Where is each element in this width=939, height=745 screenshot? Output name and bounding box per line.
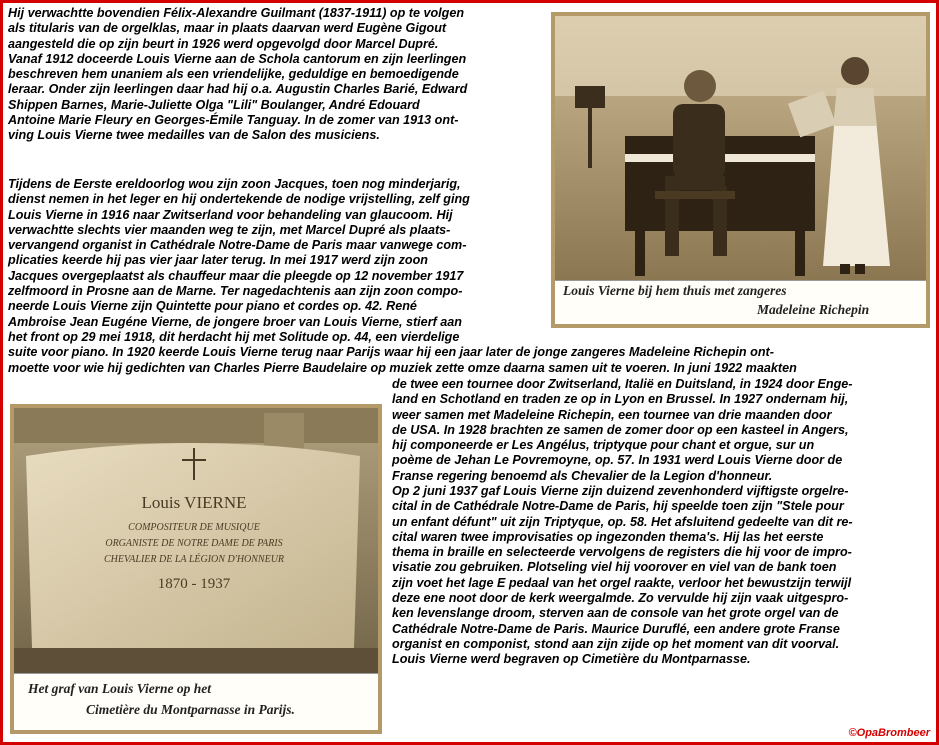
text-line: organist en componist, stond aan zijn zijde op het moment van dit voorval. [392, 636, 840, 651]
grave-image [14, 408, 378, 673]
text-line: Vanaf 1912 doceerde Louis Vierne aan de Schola cantorum en zijn leerlingen [8, 51, 467, 66]
text-line: vervangend organist in Cathédrale Notre-Dame de Paris maar vanwege com- [8, 238, 467, 253]
text-line: un enfant défunt" uit zijn Triptyque, op. 58. Het afsluitend gedeelte van dit re- [392, 514, 853, 529]
text-line: Jacques overgeplaatst als chauffeur maar die pleegde op 12 november 1917 [8, 268, 464, 283]
text-line: zijn voet het lage E pedaal van het orgel raakte, verloor het bewustzijn terwijl [392, 575, 852, 590]
photo-grave [10, 404, 382, 734]
caption-line-1: Het graf van Louis Vierne op het [28, 681, 212, 696]
text-line: moette voor wie hij gedichten van Charles Pierre Baudelaire op muziek zette omze daarna samen uit te voeren. In juni 1922 maakten [8, 360, 797, 375]
paragraph-3 [392, 377, 932, 484]
text-line: als titularis van de orgelklas, maar in plaats daarvan werd Eugène Gigout [8, 21, 447, 36]
photo-vierne-piano [551, 12, 930, 328]
photo-grave-caption [14, 673, 378, 730]
text-line: suite voor piano. In 1920 keerde Louis Vierne terug naar Parijs waar hij een jaar later de jonge zangeres Madeleine Richepin ont- [8, 345, 774, 360]
article-page [3, 3, 936, 742]
text-line: Op 2 juni 1937 gaf Louis Vierne zijn duizend zevenhonderd vijftigste orgelre- [392, 484, 849, 498]
caption-line-2: Madeleine Richepin [757, 302, 870, 317]
text-line: Hij verwachtte bovendien Félix-Alexandre Guilmant (1837-1911) op te volgen [8, 6, 465, 20]
caption-line-1: Louis Vierne bij hem thuis met zangeres [563, 283, 787, 298]
text-line: deze ene noot door de kerk weergalmde. Zo vervulde hij zijn vaak uitgespro- [392, 591, 849, 606]
text-line: verwachtte slechts vier maanden weg te zijn, met Marcel Dupré als plaats- [8, 222, 451, 237]
piano-scene-image [555, 16, 926, 281]
text-line: Shippen Barnes, Marie-Juliette Olga "Lili" Boulanger, André Edouard [8, 97, 420, 112]
text-line: cital waren twee improvisaties op ingezonden thema's. Hij las het eerste [392, 529, 824, 544]
caption-line-2: Cimetière du Montparnasse in Parijs. [86, 702, 295, 717]
paragraph-4 [392, 484, 932, 668]
text-line: de USA. In 1928 brachten ze samen de zomer door op een kasteel in Angers, [392, 422, 849, 437]
text-line: hij componeerde er Les Angélus, triptyque pour chant et orgue, sur un [392, 438, 815, 453]
grave-name: Louis VIERNE [141, 493, 247, 512]
text-line: beschreven hem unaniem als een vriendelijke, geduldige en bemoedigende [8, 67, 459, 82]
grave-line-1: COMPOSITEUR DE MUSIQUE [128, 522, 260, 533]
grave-line-2: ORGANISTE DE NOTRE DAME DE PARIS [105, 538, 283, 549]
text-line: dienst nemen in het leger en hij ondertekende de nodige vrijstelling, zelf ging [8, 192, 470, 207]
text-line: thema in braille en selecteerde vervolgens de registers die hij voor de impro- [392, 545, 852, 560]
text-line: de twee een tournee door Zwitserland, Italië en Duitsland, in 1924 door Enge- [392, 377, 853, 391]
text-line: het front op 29 mei 1918, dit herdacht hij met Solitude op. 44, een vierdelige [8, 329, 460, 344]
text-line: Franse regering benoemd als Chevalier de la Legion d'honneur. [392, 468, 773, 483]
text-line: weer samen met Madeleine Richepin, een tournee van drie maanden door [392, 407, 832, 422]
text-line: leraar. Onder zijn leerlingen daar had hij o.a. Augustin Charles Barié, Edward [8, 82, 468, 97]
text-line: Cathédrale Notre-Dame de Paris. Maurice Duruflé, een andere grote Franse [392, 621, 840, 636]
photo-piano-caption [555, 280, 926, 324]
text-line: Antoine Marie Fleury en Georges-Émile Tanguay. In de zomer van 1913 ont- [8, 113, 459, 128]
grave-years: 1870 - 1937 [157, 576, 231, 592]
text-line: ving Louis Vierne twee medailles van de Salon des musiciens. [8, 128, 380, 143]
text-line: ken levenslange droom, sterven aan de console van het grote orgel van de [392, 606, 839, 621]
text-line: aangesteld die op zijn beurt in 1926 werd opgevolgd door Marcel Dupré. [8, 36, 439, 51]
text-line: neerde Louis Vierne zijn Quintette pour piano et cordes op. 42. René [8, 299, 417, 314]
text-line: Louis Vierne werd begraven op Cimetière du Montparnasse. [392, 652, 751, 667]
text-line: Louis Vierne in 1916 naar Zwitserland voor behandeling van glaucoom. Hij [8, 207, 453, 222]
grave-line-3: CHEVALIER DE LA LÉGION D'HONNEUR [103, 554, 285, 565]
paragraph-1 [8, 6, 553, 144]
text-line: visatie zou gebruiken. Plotseling viel hij voorover en viel van de bank toen [392, 560, 837, 575]
text-line: zelfmoord in Prosne aan de Marne. Ter nagedachtenis aan zijn zoon compo- [8, 284, 463, 299]
copyright-label: ©OpaBrombeer [848, 727, 930, 739]
text-line: Ambroise Jean Eugéne Vierne, de jongere broer van Louis Vierne, stierf aan [8, 314, 462, 329]
text-line: land en Schotland en traden ze op in Lyon en Brussel. In 1927 ondernam hij, [392, 392, 849, 407]
text-line: poème de Jehan Le Povremoyne, op. 57. In 1931 werd Louis Vierne door de [392, 453, 843, 468]
text-line: plicaties keerde hij pas vier jaar later terug. In mei 1917 werd zijn zoon [8, 253, 428, 268]
text-line: Tijdens de Eerste ereldoorlog wou zijn zoon Jacques, toen nog minderjarig, [8, 177, 461, 191]
text-line: cital in de Cathédrale Notre-Dame de Paris, hij speelde toen zijn "Stele pour [392, 499, 844, 514]
